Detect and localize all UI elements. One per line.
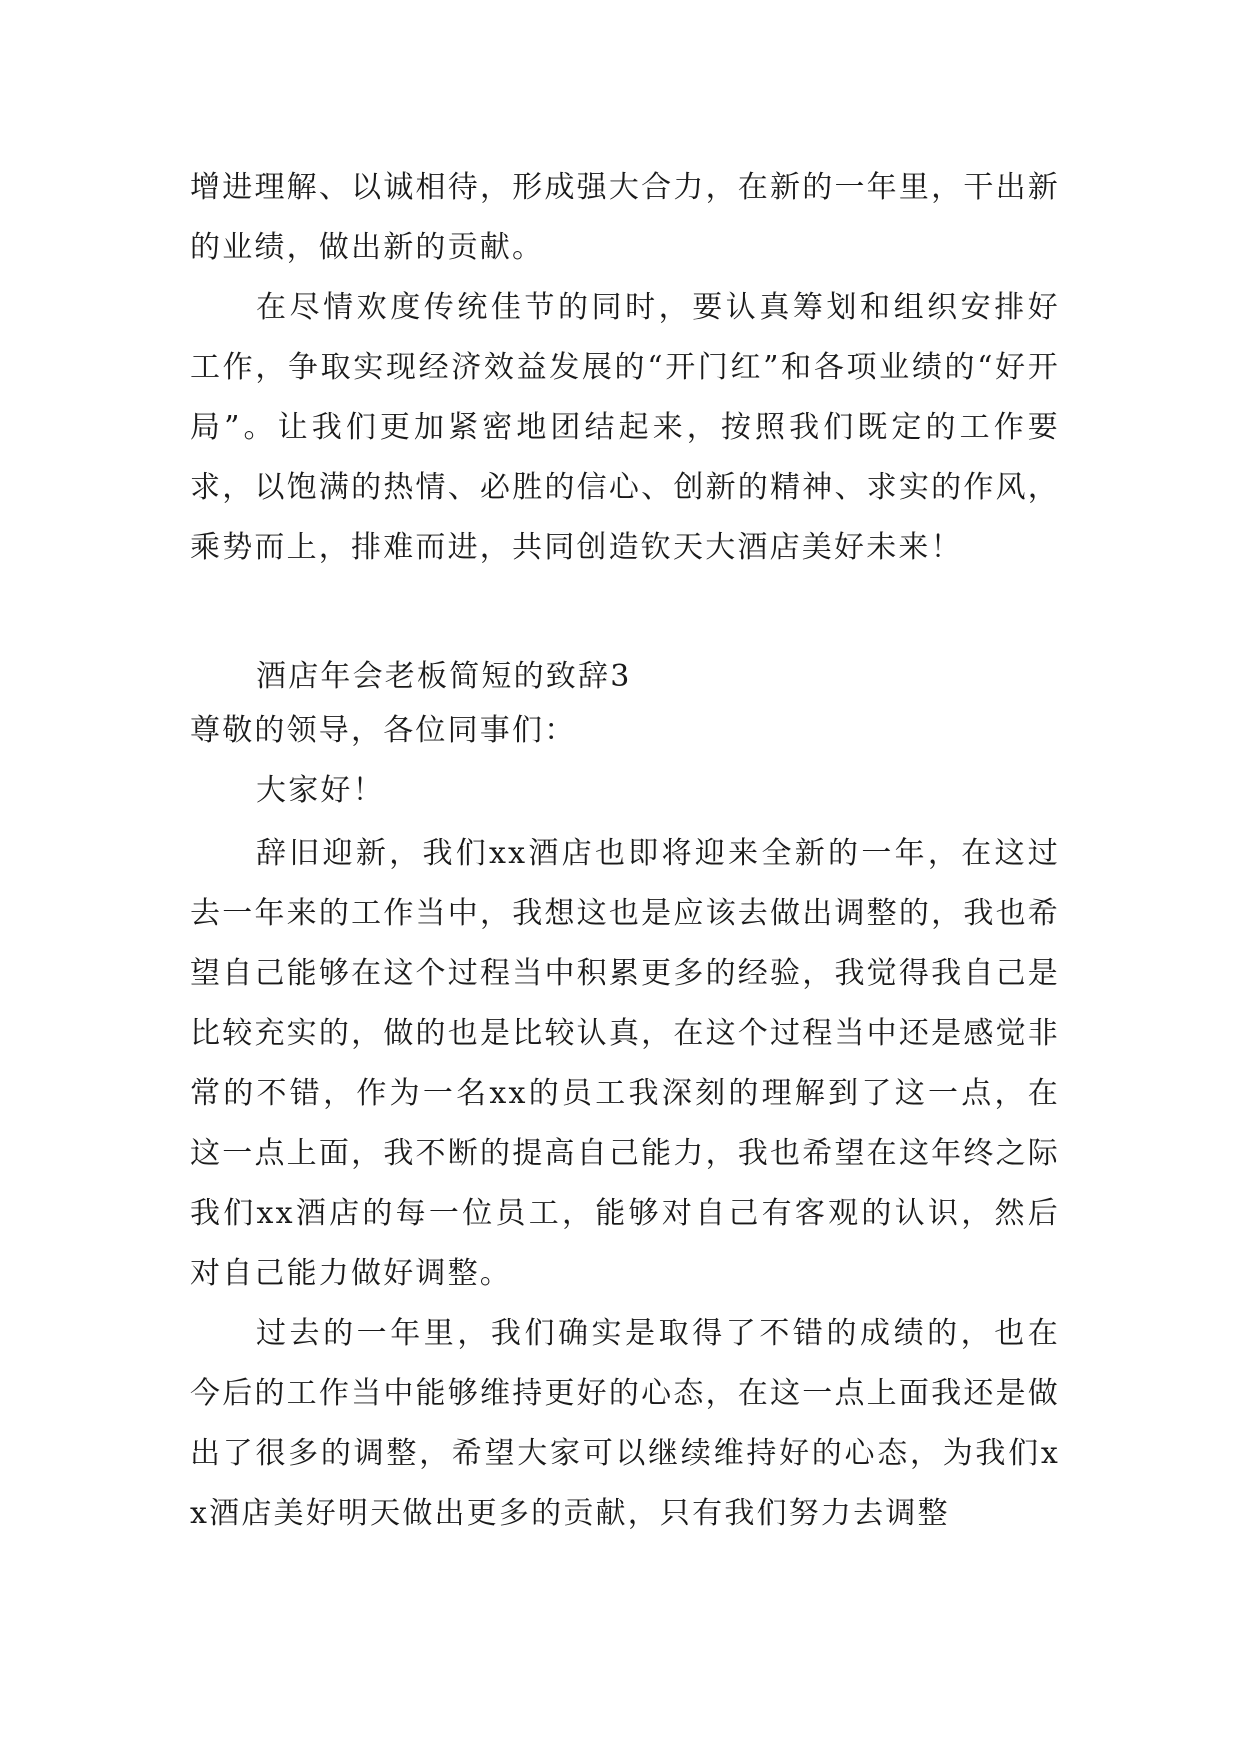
paragraph-past-year: 过去的一年里，我们确实是取得了不错的成绩的，也在今后的工作当中能够维持更好的心态，在这一点上面我还是做出了很多的调整，希望大家可以继续维持好的心态，为我们xx酒店美好明天做出更多的贡献，只有我们努力去调整	[190, 1316, 1060, 1531]
paragraph-new-year-work: 在尽情欢度传统佳节的同时，要认真筹划和组织安排好工作，争取实现经济效益发展的“开门红”和各项业绩的“好开局”。让我们更加紧密地团结起来，按照我们既定的工作要求，以饱满的热情、必胜的信心、创新的精神、求实的作风，乘势而上，排难而进，共同创造钦天大酒店美好未来！	[190, 290, 1060, 565]
section-spacer	[190, 578, 1060, 650]
document-body	[190, 158, 1060, 1544]
salutation: 尊敬的领导，各位同事们：	[190, 713, 577, 748]
greeting: 大家好！	[256, 773, 385, 808]
paragraph-farewell-old-year: 辞旧迎新，我们xx酒店也即将迎来全新的一年，在这过去一年来的工作当中，我想这也是应该去做出调整的，我也希望自己能够在这个过程当中积累更多的经验，我觉得我自己是比较充实的，做的也是比较认真，在这个过程当中还是感觉非常的不错，作为一名xx的员工我深刻的理解到了这一点，在这一点上面，我不断的提高自己能力，我也希望在这年终之际我们xx酒店的每一位员工，能够对自己有客观的认识，然后对自己能力做好调整。	[190, 836, 1060, 1291]
section-title: 酒店年会老板简短的致辞3	[256, 659, 632, 694]
paragraph-continuation: 增进理解、以诚相待，形成强大合力，在新的一年里，干出新的业绩，做出新的贡献。	[190, 170, 1060, 265]
